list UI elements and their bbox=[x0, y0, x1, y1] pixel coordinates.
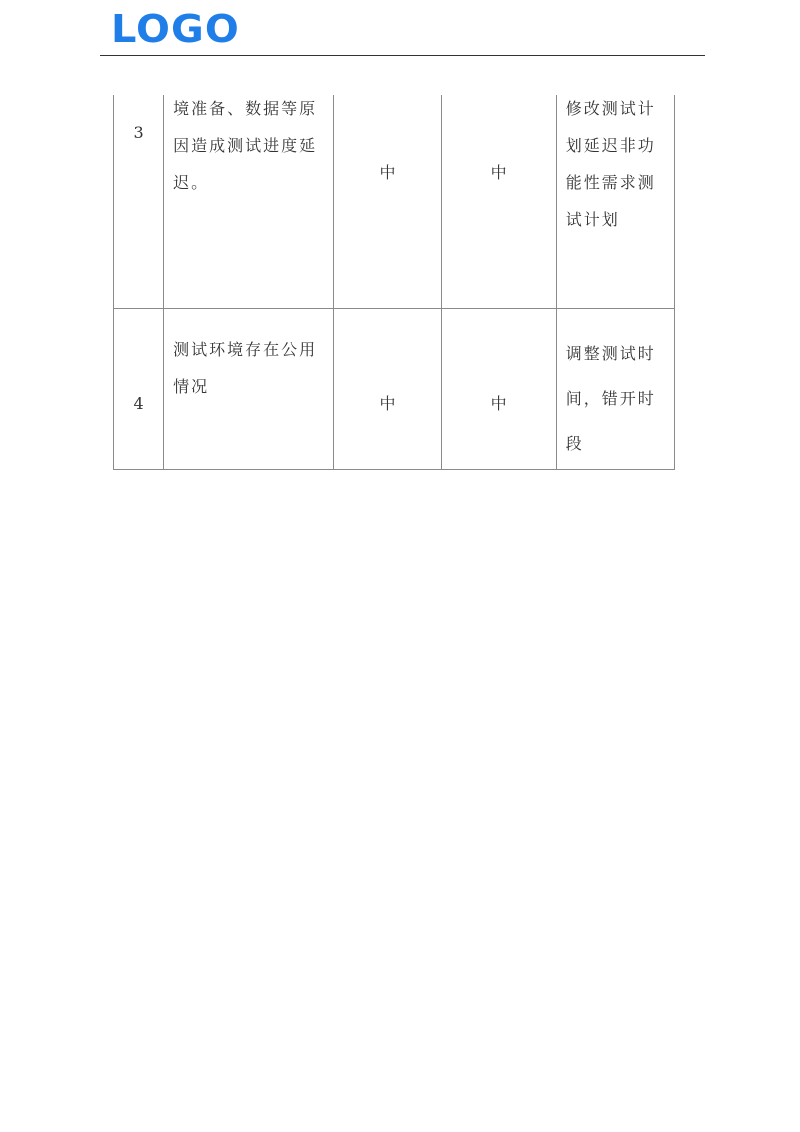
row-number-cell bbox=[114, 308, 164, 469]
table-row bbox=[114, 95, 675, 308]
action-cell bbox=[556, 95, 674, 308]
description-cell bbox=[164, 95, 334, 308]
impact-cell bbox=[441, 308, 556, 469]
action-cell bbox=[556, 308, 674, 469]
row-number-cell bbox=[114, 95, 164, 308]
impact-value: 中 bbox=[490, 393, 507, 413]
probability-value: 中 bbox=[379, 393, 396, 413]
impact-cell bbox=[441, 95, 556, 308]
impact-value: 中 bbox=[490, 163, 507, 182]
probability-cell bbox=[334, 95, 441, 308]
header-divider bbox=[100, 55, 705, 56]
logo: LOGO bbox=[111, 7, 240, 51]
risk-table bbox=[113, 95, 675, 470]
table-row bbox=[114, 308, 675, 469]
action-text: 修改测试计划延迟非功能性需求测试计划 bbox=[565, 99, 656, 229]
action-text: 调整测试时间，错开时段 bbox=[565, 343, 656, 453]
row-number: 3 bbox=[133, 123, 144, 142]
probability-cell bbox=[334, 308, 441, 469]
description-cell bbox=[164, 308, 334, 469]
probability-value: 中 bbox=[379, 163, 396, 182]
description-text: 境准备、数据等原因造成测试进度延迟。 bbox=[173, 99, 318, 192]
description-text: 测试环境存在公用情况 bbox=[173, 339, 318, 396]
row-number: 4 bbox=[133, 393, 144, 413]
